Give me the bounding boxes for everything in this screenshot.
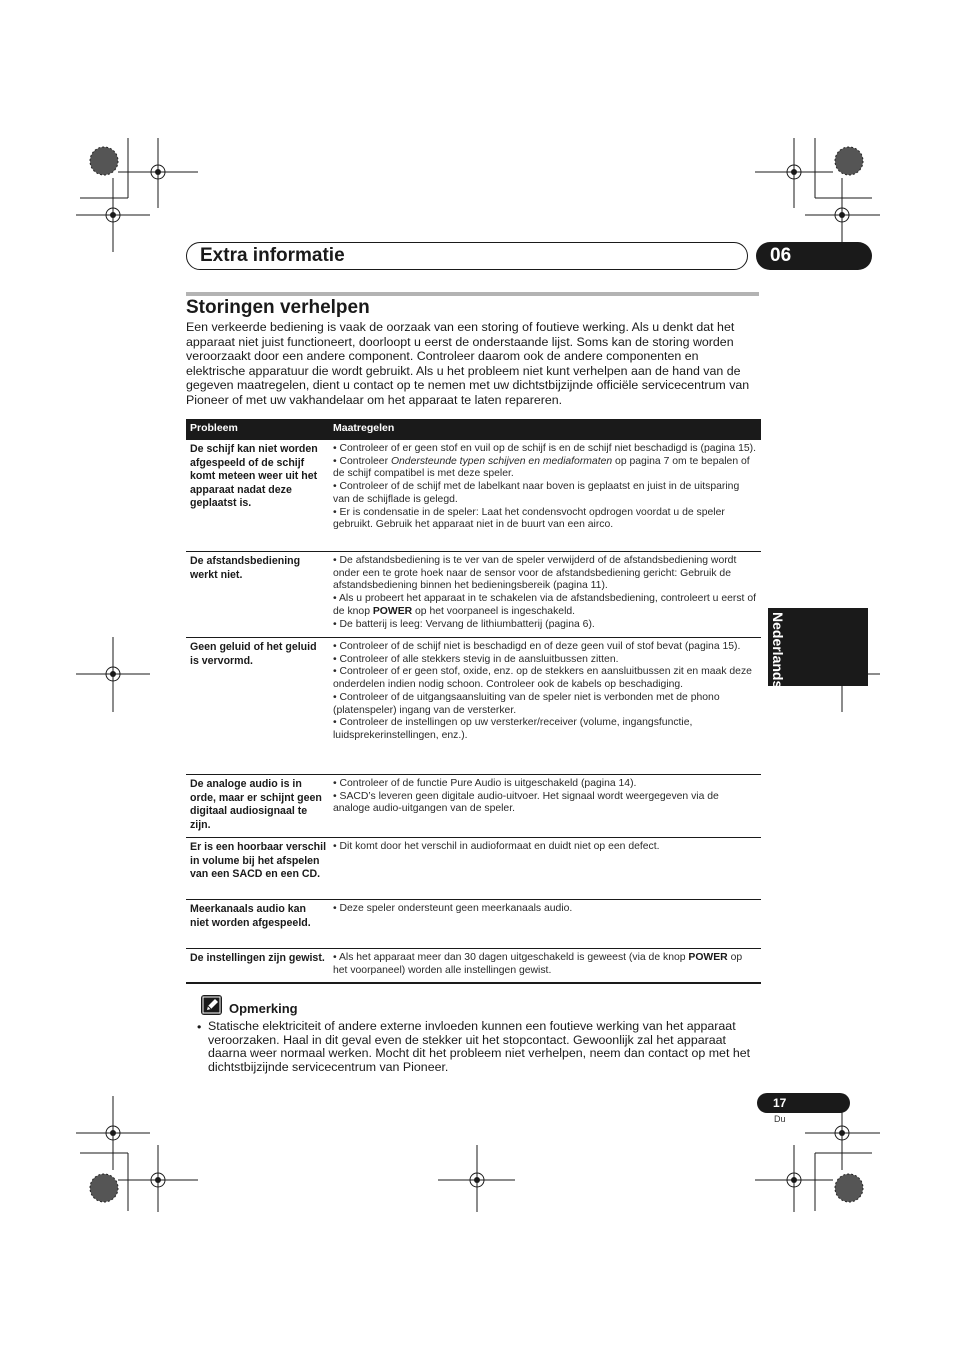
column-header-problem: Probleem — [190, 422, 238, 434]
problem-cell: Geen geluid of het geluid is vervormd. — [190, 641, 317, 667]
solution-cell: • Controleer of er geen stof en vuil op de schijf is en de schijf niet beschadigd is (pagina 15). • Controleer Ondersteunde typen schijven en mediaformaten op pagina 7 om te bepalen of de schijf compatibel is met deze speler. • Controleer of de schijf met de labelkant naar boven is geplaatst en juist in de uitsparing van de schijflade is gelegd. • Er is condensatie in de speler: Laat het condensvocht opdrogen voordat u de speler gebruikt. Gebruik het apparaat niet in de buurt van een airco. — [333, 443, 756, 531]
table-row — [186, 638, 761, 775]
note-text: Statische elektriciteit of andere externe invloeden kunnen een foutieve werking van het apparaat veroorzaken. Haal in dit geval even de stekker uit het stopcontact. Gewoonlijk zal het apparaat daarna weer normaal werken. Mocht dit het probleem niet verhelpen, neem dan contact op met het dichtstbijzijnde servicecentrum van Pioneer. — [208, 1019, 751, 1074]
solution-cell: • De afstandsbediening is te ver van de speler verwijderd of de afstandsbediening wordt onder een te grote hoek naar de sensor voor de afstandsbediening gericht: Gebruik de afstandsbediening binnen het bedieningsbereik (pagina 11). • Als u probeert het apparaat in te schakelen via de afstandsbediening, controleert u eerst of de knop POWER op het voorpaneel is ingeschakeld. • De batterij is leeg: Vervang de lithiumbatterij (pagina 6). — [333, 555, 756, 630]
solution-cell: • Deze speler ondersteunt geen meerkanaals audio. — [333, 903, 573, 914]
solution-cell: • Controleer of de schijf niet is beschadigd en of deze geen vuil of stof bevat (pagina 15). • Controleer of alle stekkers stevig in de aansluitbussen zitten. • Controleer of er geen stof, oxide, enz. op de stekkers en aansluitbussen zit en maak deze onderdelen indien nodig schoon. Controleer ook de kabels op beschadiging. • Controleer of de uitgangsaansluiting van de speler niet is verbonden met de phono (platenspeler) ingang van de versterker. • Controleer de instellingen op uw versterker/receiver (volume, ingangsfunctie, luidsprekerinstellingen, enz.). — [333, 641, 752, 741]
page-number: 17 — [757, 1093, 850, 1113]
problem-cell: De afstandsbediening werkt niet. — [190, 555, 301, 581]
section-title: Storingen verhelpen — [186, 297, 370, 318]
chapter-number: 06 — [756, 242, 872, 270]
solution-cell: • Dit komt door het verschil in audioformaat en duidt niet op een defect. — [333, 841, 660, 852]
table-row — [186, 440, 761, 552]
note-title: Opmerking — [229, 1001, 298, 1016]
table-row — [186, 775, 761, 838]
language-tab-label: Nederlands — [770, 612, 786, 689]
problem-cell: Er is een hoorbaar verschil in volume bij het afspelen van een SACD en een CD. — [190, 841, 327, 880]
solution-cell: • Controleer of de functie Pure Audio is uitgeschakeld (pagina 14). • SACD’s leveren geen digitale audio-uitvoer. Het signaal wordt weergegeven via de analoge audio-uitgangen van de speler. — [333, 778, 719, 815]
chapter-title: Extra informatie — [200, 245, 345, 266]
column-header-solution: Maatregelen — [333, 422, 395, 434]
table-header — [186, 419, 761, 440]
problem-cell: De analoge audio is in orde, maar er schijnt geen digitaal audiosignaal te zijn. — [190, 778, 322, 831]
page-language-code: Du — [774, 1114, 786, 1124]
problem-cell: De instellingen zijn gewist. — [190, 952, 325, 964]
table-row — [186, 900, 761, 949]
table-row — [186, 838, 761, 900]
table-row — [186, 949, 761, 984]
section-intro: Een verkeerde bediening is vaak de oorzaak van een storing of foutieve werking. Als u denkt dat het apparaat niet juist functioneert, doorloopt u eerst de onderstaande lijst. Soms kan de storing worden veroorzaakt door een andere component. Controleer daarom ook de andere componenten en elektrische apparatuur die wordt gebruikt. Als u het probleem niet kunt verhelpen aan de hand van de gegeven maatregelen, dient u contact op te nemen met uw dichtstbijzijnde officiële servicecentrum van Pioneer of met uw vakhandelaar om het apparaat te laten repareren. — [186, 320, 750, 407]
solution-cell: • Als het apparaat meer dan 30 dagen uitgeschakeld is geweest (via de knop POWER op het voorpaneel) worden alle instellingen gewist. — [333, 952, 743, 976]
table-row — [186, 552, 761, 638]
problem-cell: Meerkanaals audio kan niet worden afgespeeld. — [190, 903, 311, 929]
note-bullet: • — [197, 1020, 202, 1034]
note-pencil-icon — [201, 995, 222, 1015]
problem-cell: De schijf kan niet worden afgespeeld of de schijf komt meteen weer uit het apparaat nadat deze geplaatst is. — [190, 443, 318, 509]
